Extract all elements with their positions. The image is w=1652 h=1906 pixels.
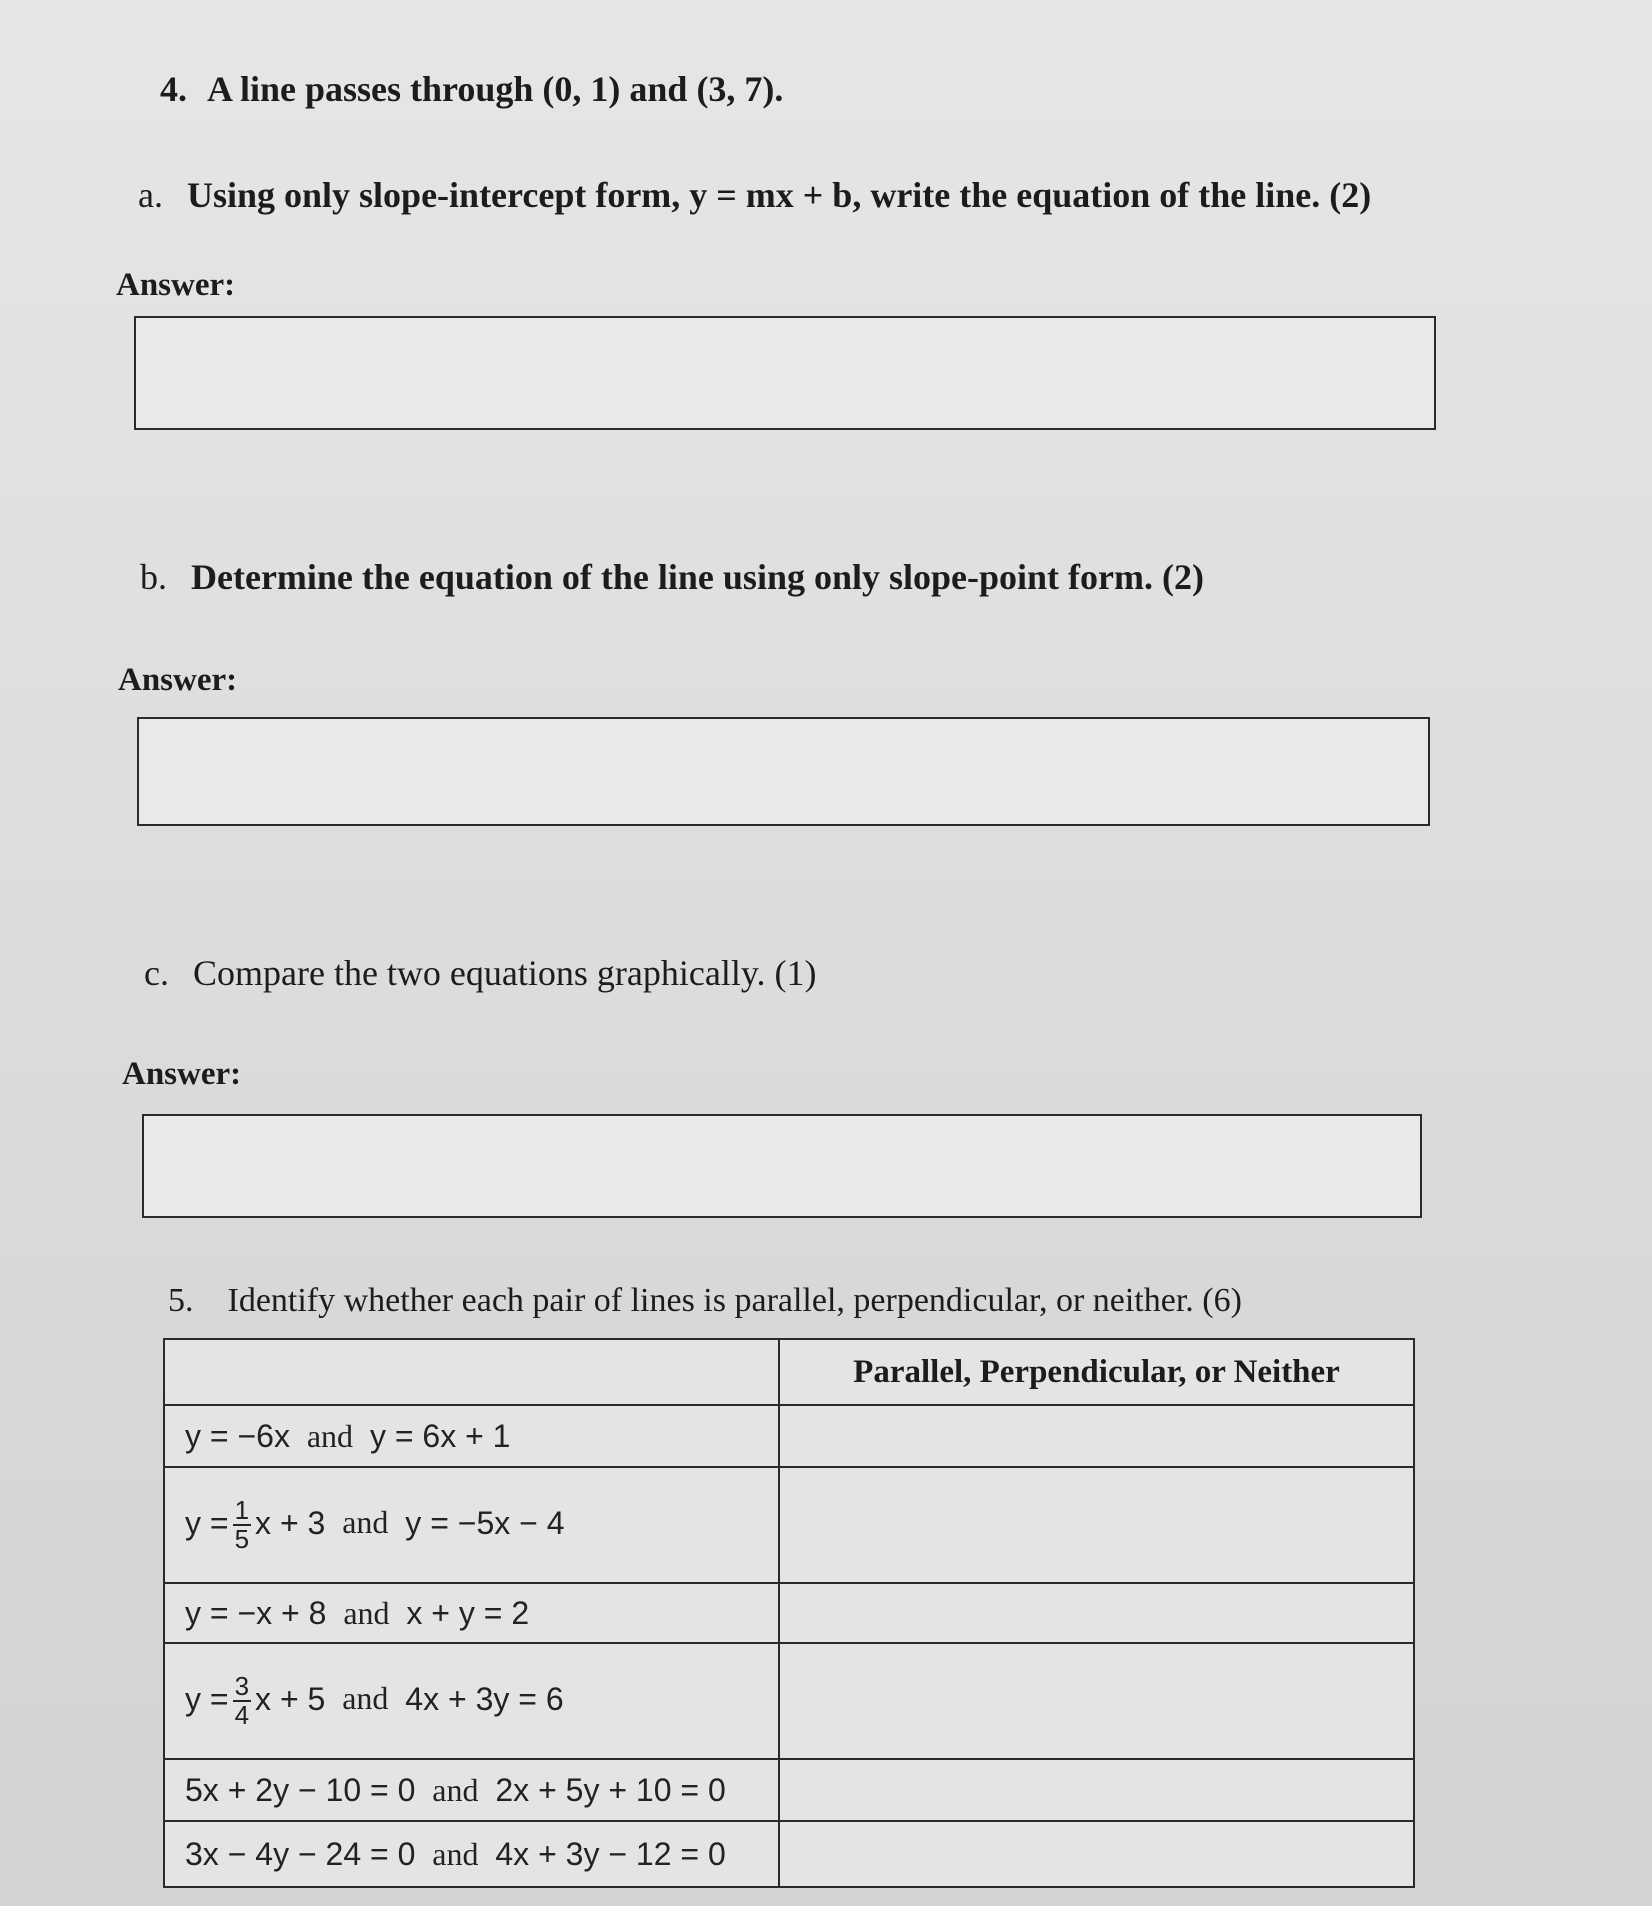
part-a-answer-box[interactable]	[134, 316, 1436, 430]
equation-a: 5x + 2y − 10 = 0	[185, 1771, 416, 1808]
classification-input[interactable]	[781, 1419, 1412, 1453]
classification-cell[interactable]	[779, 1405, 1414, 1467]
connector-text: and	[432, 1835, 479, 1872]
part-c-prompt: Compare the two equations graphically. (1)	[192, 953, 817, 993]
fraction-denominator: 4	[234, 1700, 250, 1730]
classification-cell[interactable]	[779, 1467, 1414, 1583]
equation-a-prefix: y =	[185, 1504, 229, 1541]
part-a-prompt-row	[138, 174, 1371, 216]
part-b-answer-input[interactable]	[139, 719, 1428, 824]
part-b-answer-box[interactable]	[137, 717, 1430, 826]
equation-b: x + y = 2	[406, 1594, 530, 1631]
part-a-answer-input[interactable]	[136, 318, 1434, 428]
fraction	[233, 1494, 251, 1554]
equation-a: y = −6x	[185, 1417, 290, 1454]
connector-text: and	[342, 1504, 389, 1541]
fraction	[233, 1670, 251, 1730]
connector-text: and	[432, 1771, 479, 1808]
fraction-denominator: 5	[234, 1524, 250, 1554]
table-row	[164, 1821, 1414, 1887]
classification-input[interactable]	[781, 1773, 1412, 1807]
question-5-prompt: Identify whether each pair of lines is parallel, perpendicular, or neither. (6)	[227, 1282, 1242, 1319]
equation-b: 4x + 3y = 6	[405, 1680, 564, 1717]
question-4-prompt: A line passes through (0, 1) and (3, 7).	[207, 69, 784, 109]
equation-a-prefix: y =	[185, 1680, 229, 1717]
classification-cell[interactable]	[779, 1643, 1414, 1759]
equation-b: 4x + 3y − 12 = 0	[495, 1835, 726, 1872]
question-4-number: 4.	[160, 69, 187, 109]
equation-pair-cell	[164, 1643, 779, 1759]
fraction-numerator: 1	[234, 1494, 250, 1525]
part-c-letter: c.	[144, 953, 169, 993]
fraction-numerator: 3	[234, 1670, 250, 1701]
part-c-prompt-row	[144, 952, 816, 994]
equation-a-suffix: x + 3	[255, 1504, 326, 1541]
equation-pair-cell	[164, 1467, 779, 1583]
equation-b: y = 6x + 1	[369, 1417, 511, 1454]
classification-input[interactable]	[781, 1684, 1412, 1718]
classification-cell[interactable]	[779, 1821, 1414, 1887]
equation-pair-cell	[164, 1821, 779, 1887]
table-row	[164, 1583, 1414, 1643]
table-row	[164, 1405, 1414, 1467]
table-header-row	[164, 1339, 1414, 1405]
equation-b: 2x + 5y + 10 = 0	[495, 1771, 726, 1808]
equation-pair-cell	[164, 1405, 779, 1467]
equation-pair-cell	[164, 1759, 779, 1821]
classification-cell[interactable]	[779, 1759, 1414, 1821]
part-a-prompt: Using only slope-intercept form, y = mx + b, write the equation of the line. (2)	[186, 175, 1372, 215]
equation-a: y = −x + 8	[185, 1594, 327, 1631]
connector-text: and	[342, 1680, 389, 1717]
equation-a-suffix: x + 5	[255, 1680, 326, 1717]
question-5-number: 5.	[168, 1282, 194, 1319]
classification-input[interactable]	[781, 1837, 1412, 1871]
table-header-equations	[164, 1339, 779, 1405]
part-c-answer-box[interactable]	[142, 1114, 1422, 1218]
equation-b: y = −5x − 4	[405, 1504, 565, 1541]
part-c-answer-input[interactable]	[144, 1116, 1420, 1216]
part-b-prompt-row	[140, 556, 1204, 598]
classification-input[interactable]	[781, 1508, 1412, 1542]
classification-input[interactable]	[781, 1596, 1412, 1630]
question-5-title	[168, 1282, 1242, 1320]
table-row	[164, 1759, 1414, 1821]
part-a-answer-label: Answer:	[116, 267, 236, 303]
part-a-letter: a.	[138, 175, 163, 215]
line-pairs-table	[163, 1338, 1415, 1888]
equation-pair-cell	[164, 1583, 779, 1643]
connector-text: and	[343, 1594, 390, 1631]
connector-text: and	[306, 1417, 354, 1454]
classification-cell[interactable]	[779, 1583, 1414, 1643]
part-b-letter: b.	[140, 557, 167, 597]
table-row	[164, 1467, 1414, 1583]
equation-a: 3x − 4y − 24 = 0	[185, 1835, 416, 1872]
table-header-classification: Parallel, Perpendicular, or Neither	[779, 1339, 1414, 1405]
question-4-title	[160, 68, 783, 110]
part-b-answer-label: Answer:	[118, 662, 238, 698]
part-c-answer-label: Answer:	[122, 1056, 242, 1092]
part-b-prompt: Determine the equation of the line using only slope-point form. (2)	[191, 557, 1204, 597]
table-row	[164, 1643, 1414, 1759]
